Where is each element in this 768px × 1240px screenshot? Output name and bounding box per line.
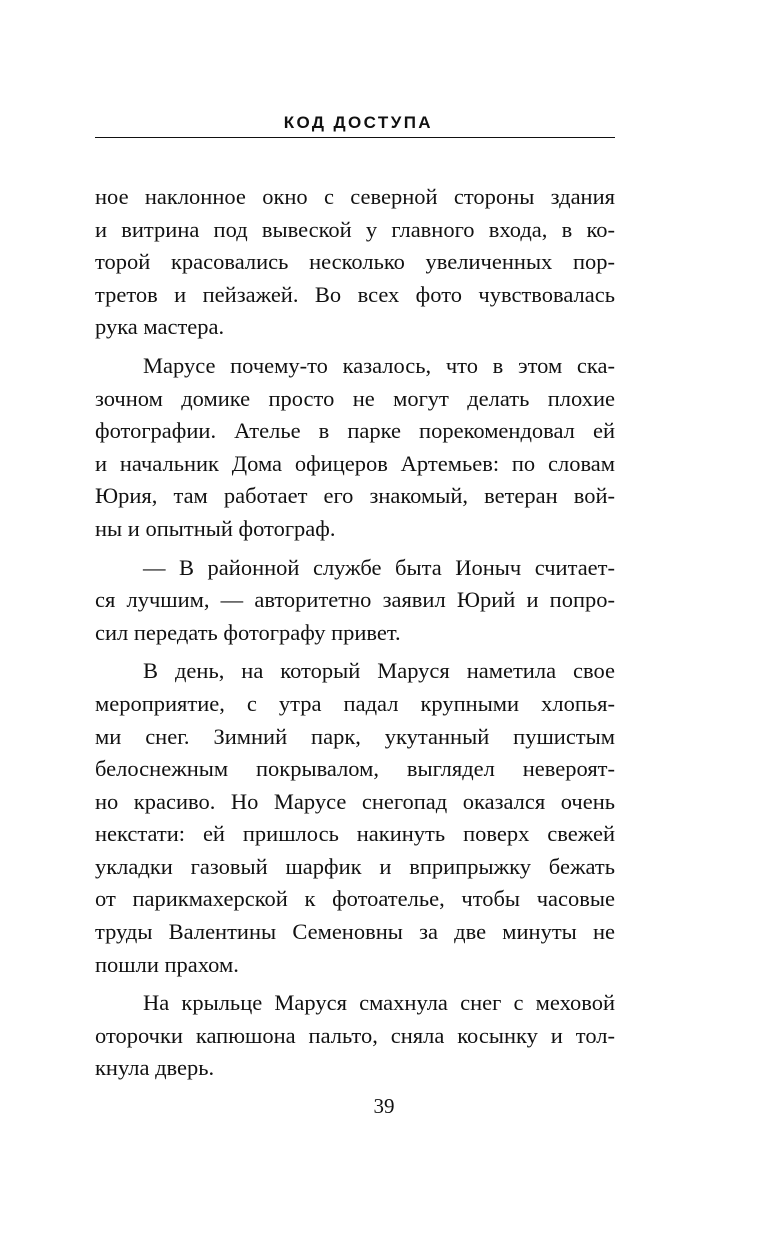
text-line: В день, на который Маруся наметила свое: [143, 658, 615, 684]
text-line: труды Валентины Семеновны за две минуты не: [95, 919, 615, 945]
text-line: некстати: ей пришлось накинуть поверх свежей: [95, 821, 615, 847]
text-line: рука мастера.: [95, 314, 225, 340]
paragraph: [95, 181, 615, 344]
paragraph: [95, 552, 615, 650]
text-line: ны и опытный фотограф.: [95, 515, 336, 541]
header-rule: [95, 137, 615, 138]
text-line: торой красовались несколько увеличенных пор-: [95, 249, 615, 275]
text-line: пошли прахом.: [95, 951, 239, 977]
text-line: фотографии. Ателье в парке порекомендовал ей: [95, 418, 615, 444]
text-line: мероприятие, с утра падал крупными хлопья-: [95, 690, 615, 716]
running-title: КОД ДОСТУПА: [283, 113, 433, 132]
text-line: ми снег. Зимний парк, укутанный пушистым: [95, 723, 615, 749]
text-line: и начальник Дома офицеров Артемьев: по словам: [95, 450, 615, 476]
paragraph: [95, 987, 615, 1085]
text-line: ся лучшим, — авторитетно заявил Юрий и попро-: [95, 587, 615, 613]
text-line: ное наклонное окно с северной стороны здания: [95, 184, 615, 209]
paragraph: [95, 655, 615, 981]
paragraph: [95, 350, 615, 546]
text-line: На крыльце Маруся смахнула снег с меховой: [143, 990, 615, 1016]
text-line: от парикмахерской к фотоателье, чтобы часовые: [95, 886, 615, 912]
text-line: оторочки капюшона пальто, сняла косынку и тол-: [95, 1022, 615, 1048]
text-line: но красиво. Но Марусе снегопад оказался очень: [95, 788, 615, 814]
text-line: третов и пейзажей. Во всех фото чувствовалась: [95, 281, 615, 307]
text-line: сил передать фотографу привет.: [95, 619, 401, 645]
text-line: Марусе почему-то казалось, что в этом ска-: [143, 352, 615, 378]
text-line: белоснежным покрывалом, выглядел невероят-: [95, 756, 615, 782]
text-line: зочном домике просто не могут делать плохие: [95, 385, 615, 411]
text-line: — В районной службе быта Ионыч считает-: [143, 554, 615, 580]
text-line: кнула дверь.: [95, 1055, 215, 1081]
running-head: [95, 113, 615, 133]
text-line: Юрия, там работает его знакомый, ветеран вой-: [95, 483, 615, 509]
body-text: [95, 181, 615, 1085]
text-line: укладки газовый шарфик и вприпрыжку бежать: [95, 853, 615, 879]
page-number: 39: [373, 1094, 395, 1118]
text-line: и витрина под вывеской у главного входа, в ко-: [95, 216, 615, 242]
